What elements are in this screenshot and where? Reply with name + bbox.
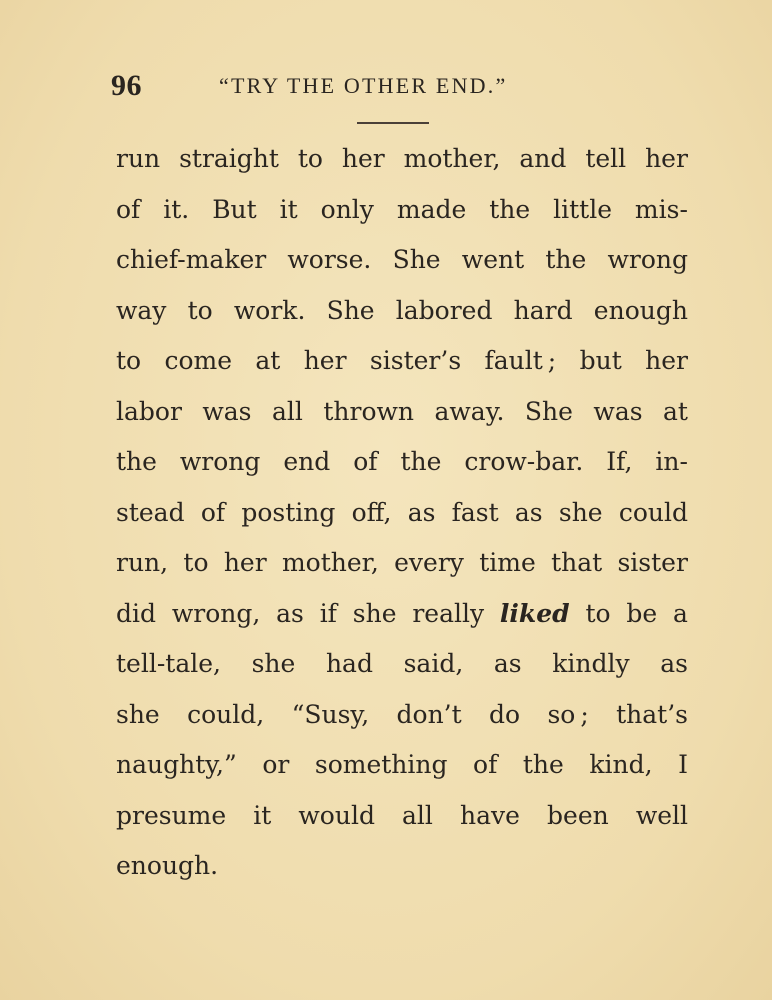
word: don’t (396, 699, 462, 729)
word: as (514, 497, 543, 527)
word: she (116, 699, 160, 729)
word: of (116, 194, 141, 224)
word: went (461, 245, 525, 274)
word: as (276, 598, 304, 628)
word: enough (593, 295, 688, 325)
word: to (297, 144, 323, 173)
text-line (116, 387, 688, 438)
word: it (253, 800, 272, 830)
word: have (460, 800, 520, 830)
word: the (489, 194, 531, 224)
word: was (202, 396, 252, 426)
word: but (579, 346, 622, 375)
word: her (223, 548, 267, 577)
word: if (319, 598, 337, 628)
word: stead (116, 497, 185, 527)
word: of (200, 497, 226, 527)
word: the (116, 447, 157, 476)
word: every (394, 548, 464, 577)
word: She (524, 396, 573, 426)
word: wrong (179, 447, 261, 476)
text-line (116, 336, 688, 387)
word: tell (585, 144, 627, 173)
text-line (116, 740, 688, 791)
word: it (279, 194, 298, 224)
word: mother, (403, 144, 501, 173)
word: fault ; (484, 346, 557, 375)
word: posting (241, 497, 336, 527)
word: work. (233, 295, 306, 325)
word: do (489, 699, 521, 729)
word: mis- (634, 194, 688, 224)
word: sister’s (369, 346, 462, 375)
word: crow-bar. (464, 447, 584, 476)
word: thrown (323, 396, 415, 426)
word: kind, (589, 750, 653, 779)
word: a (673, 598, 688, 628)
word: all (271, 396, 303, 426)
word: had (325, 649, 373, 678)
word: little (553, 194, 612, 224)
word: hard (513, 295, 573, 325)
word: as (660, 649, 688, 678)
word: made (396, 194, 467, 224)
word: She (392, 245, 441, 274)
word: run, (116, 548, 169, 577)
text-line (116, 134, 688, 185)
word: was (593, 396, 643, 426)
word: kindly (552, 649, 630, 678)
running-head: “TRY THE OTHER END.” (219, 73, 508, 98)
text-line (116, 488, 688, 539)
text-line (116, 791, 688, 842)
word: could (618, 497, 688, 527)
word: wrong, (171, 598, 261, 628)
word: she (251, 649, 296, 678)
word: wrong (607, 245, 688, 274)
word: in- (655, 447, 688, 476)
word: she (558, 497, 603, 527)
word: fast (451, 497, 499, 527)
text-line (116, 437, 688, 488)
word: end (283, 447, 331, 476)
word: come (164, 346, 233, 375)
word: the (400, 447, 442, 476)
word: If, (606, 447, 633, 476)
word: But (212, 194, 257, 224)
word: her (645, 144, 688, 173)
word: well (635, 800, 688, 830)
word: naughty,” (116, 750, 237, 779)
word: only (320, 194, 374, 224)
word: chief-maker (116, 245, 267, 274)
word: and (519, 144, 567, 173)
word: she (352, 598, 397, 628)
word: liked (499, 598, 570, 628)
word: off, (351, 497, 392, 527)
word: her (341, 144, 385, 173)
word: the (545, 245, 587, 274)
word: to (187, 295, 213, 325)
word: could, (187, 699, 265, 729)
word: that (551, 548, 603, 577)
text-line (116, 589, 688, 640)
word: to (116, 346, 142, 375)
page-number: 96 (111, 69, 142, 102)
word: presume (116, 800, 227, 830)
word: the (522, 750, 564, 779)
word: sister (617, 548, 688, 577)
body-text (116, 134, 688, 892)
word: time (479, 548, 536, 577)
word: mother, (281, 548, 379, 577)
word: She (326, 295, 375, 325)
word: her (303, 346, 347, 375)
word: straight (179, 144, 279, 173)
word: her (645, 346, 688, 375)
word: so ; (547, 699, 589, 729)
word: worse. (287, 245, 372, 274)
word: said, (403, 649, 464, 678)
word: or (262, 750, 290, 779)
word: as (493, 649, 522, 678)
word: labor (116, 396, 182, 426)
word: as (407, 497, 436, 527)
word: it. (163, 194, 190, 224)
word: all (402, 800, 433, 830)
word: to (183, 548, 209, 577)
word: that’s (616, 699, 688, 729)
word: be (626, 598, 658, 628)
word: would (298, 800, 375, 830)
word: at (663, 396, 688, 426)
word: way (116, 295, 167, 325)
text-line (116, 286, 688, 337)
text-line (116, 841, 688, 892)
word: labored (395, 295, 493, 325)
header-rule (357, 122, 429, 124)
word: really (412, 598, 485, 628)
text-line (116, 185, 688, 236)
word: something (314, 750, 448, 779)
text-line (116, 639, 688, 690)
page-header (111, 66, 691, 106)
word: away. (434, 396, 505, 426)
text-line (116, 538, 688, 589)
text-line (116, 690, 688, 741)
word: did (116, 598, 157, 628)
word: tell-tale, (116, 649, 221, 678)
word: at (255, 346, 281, 375)
word: enough. (116, 851, 219, 880)
word: “Susy, (291, 699, 370, 729)
word: I (678, 750, 688, 779)
text-line (116, 235, 688, 286)
word: of (353, 447, 378, 476)
word: run (116, 144, 161, 173)
word: been (547, 800, 609, 830)
word: of (473, 750, 498, 779)
word: to (585, 598, 611, 628)
